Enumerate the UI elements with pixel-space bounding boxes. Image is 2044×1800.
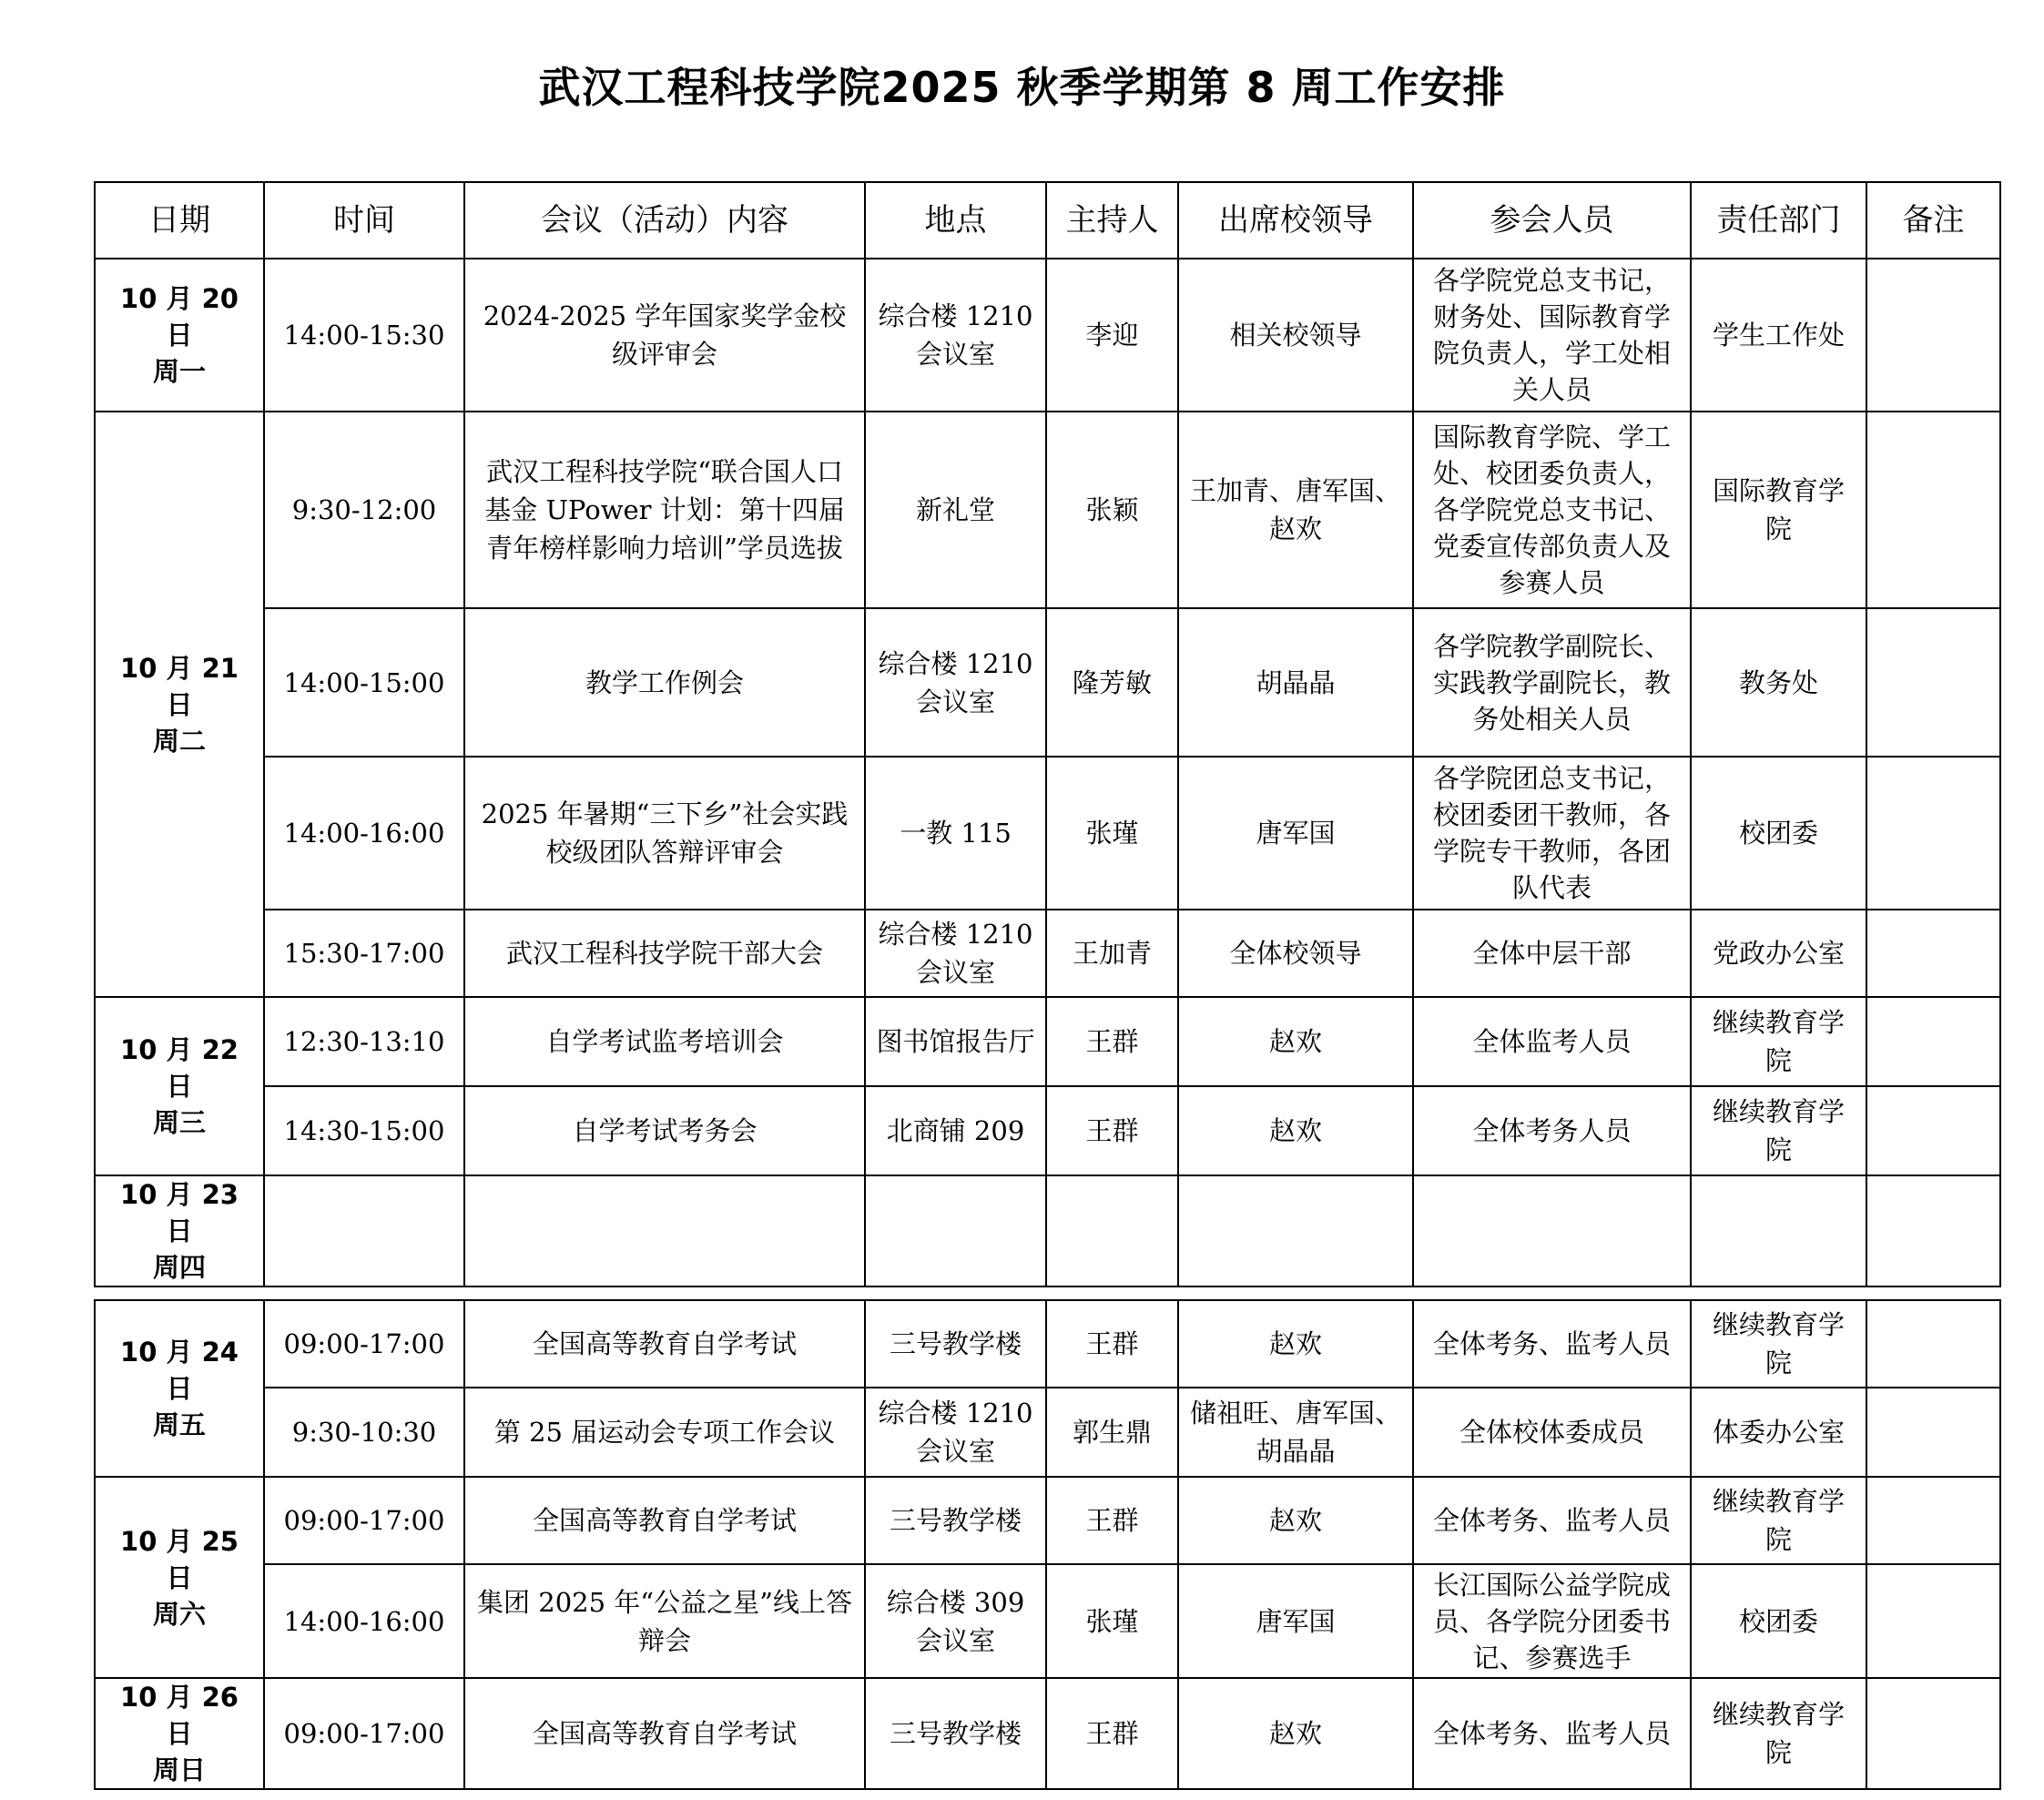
attendees-cell: 全体中层干部 bbox=[1413, 910, 1691, 997]
content-cell: 全国高等教育自学考试 bbox=[464, 1678, 865, 1789]
attendees-cell: 全体考务、监考人员 bbox=[1413, 1477, 1691, 1564]
weekday-text: 周一 bbox=[152, 356, 206, 387]
column-header: 日期 bbox=[95, 182, 264, 259]
note-cell bbox=[1866, 1086, 2000, 1175]
table-row bbox=[95, 910, 2000, 997]
place-cell: 综合楼 309 会议室 bbox=[865, 1564, 1046, 1678]
table-row bbox=[95, 1300, 2000, 1388]
dept-cell: 校团委 bbox=[1691, 757, 1866, 910]
table-row bbox=[95, 1086, 2000, 1175]
date-text: 10 月 20 日 bbox=[120, 283, 239, 351]
time-cell: 14:00-15:30 bbox=[264, 259, 464, 412]
schedule-table-part-1 bbox=[94, 181, 2001, 1287]
time-cell: 14:00-16:00 bbox=[264, 757, 464, 910]
leaders-cell: 赵欢 bbox=[1178, 1477, 1413, 1564]
column-header: 出席校领导 bbox=[1178, 182, 1413, 259]
date-text: 10 月 22 日 bbox=[120, 1034, 239, 1102]
leaders-cell: 赵欢 bbox=[1178, 1086, 1413, 1175]
content-cell: 第 25 届运动会专项工作会议 bbox=[464, 1388, 865, 1477]
table-row bbox=[95, 1388, 2000, 1477]
host-cell: 王群 bbox=[1046, 1300, 1178, 1388]
attendees-cell: 全体考务人员 bbox=[1413, 1086, 1691, 1175]
host-cell: 郭生鼎 bbox=[1046, 1388, 1178, 1477]
place-cell: 综合楼 1210 会议室 bbox=[865, 608, 1046, 757]
content-cell: 2025 年暑期“三下乡”社会实践校级团队答辩评审会 bbox=[464, 757, 865, 910]
leaders-cell: 赵欢 bbox=[1178, 1678, 1413, 1789]
leaders-cell: 赵欢 bbox=[1178, 997, 1413, 1086]
attendees-cell: 长江国际公益学院成员、各学院分团委书记、参赛选手 bbox=[1413, 1564, 1691, 1678]
place-cell: 综合楼 1210 会议室 bbox=[865, 1388, 1046, 1477]
table-row bbox=[95, 757, 2000, 910]
place-cell: 综合楼 1210 会议室 bbox=[865, 910, 1046, 997]
weekday-text: 周四 bbox=[152, 1252, 206, 1283]
time-cell: 14:00-16:00 bbox=[264, 1564, 464, 1678]
leaders-cell: 唐军国 bbox=[1178, 757, 1413, 910]
time-cell: 09:00-17:00 bbox=[264, 1678, 464, 1789]
time-cell: 12:30-13:10 bbox=[264, 997, 464, 1086]
column-header: 责任部门 bbox=[1691, 182, 1866, 259]
date-text: 10 月 25 日 bbox=[120, 1525, 239, 1593]
leaders-cell bbox=[1178, 1175, 1413, 1286]
weekday-text: 周六 bbox=[152, 1598, 206, 1630]
column-header: 会议（活动）内容 bbox=[464, 182, 865, 259]
table-row bbox=[95, 1678, 2000, 1789]
column-header: 地点 bbox=[865, 182, 1046, 259]
dept-cell: 国际教育学院 bbox=[1691, 412, 1866, 608]
place-cell: 一教 115 bbox=[865, 757, 1046, 910]
dept-cell: 教务处 bbox=[1691, 608, 1866, 757]
attendees-cell: 各学院团总支书记，校团委团干教师，各学院专干教师，各团队代表 bbox=[1413, 757, 1691, 910]
dept-cell: 校团委 bbox=[1691, 1564, 1866, 1678]
leaders-cell: 王加青、唐军国、赵欢 bbox=[1178, 412, 1413, 608]
column-header: 主持人 bbox=[1046, 182, 1178, 259]
attendees-cell bbox=[1413, 1175, 1691, 1286]
time-cell: 9:30-12:00 bbox=[264, 412, 464, 608]
leaders-cell: 胡晶晶 bbox=[1178, 608, 1413, 757]
note-cell bbox=[1866, 997, 2000, 1086]
leaders-cell: 储祖旺、唐军国、胡晶晶 bbox=[1178, 1388, 1413, 1477]
place-cell: 北商铺 209 bbox=[865, 1086, 1046, 1175]
schedule-table-part-2 bbox=[94, 1299, 2001, 1790]
note-cell bbox=[1866, 1175, 2000, 1286]
place-cell: 新礼堂 bbox=[865, 412, 1046, 608]
attendees-cell: 全体考务、监考人员 bbox=[1413, 1678, 1691, 1789]
note-cell bbox=[1866, 1564, 2000, 1678]
content-cell: 自学考试监考培训会 bbox=[464, 997, 865, 1086]
date-cell bbox=[95, 1300, 264, 1477]
dept-cell: 学生工作处 bbox=[1691, 259, 1866, 412]
note-cell bbox=[1866, 412, 2000, 608]
attendees-cell: 全体考务、监考人员 bbox=[1413, 1300, 1691, 1388]
column-header: 参会人员 bbox=[1413, 182, 1691, 259]
page-title: 武汉工程科技学院2025 秋季学期第 8 周工作安排 bbox=[538, 63, 1506, 112]
header-row bbox=[95, 182, 2000, 259]
content-cell: 全国高等教育自学考试 bbox=[464, 1477, 865, 1564]
leaders-cell: 相关校领导 bbox=[1178, 259, 1413, 412]
date-text: 10 月 21 日 bbox=[120, 652, 239, 720]
attendees-cell: 国际教育学院、学工处、校团委负责人，各学院党总支书记、党委宣传部负责人及参赛人员 bbox=[1413, 412, 1691, 608]
content-cell: 集团 2025 年“公益之星”线上答辩会 bbox=[464, 1564, 865, 1678]
dept-cell: 继续教育学院 bbox=[1691, 997, 1866, 1086]
time-cell: 09:00-17:00 bbox=[264, 1300, 464, 1388]
attendees-cell: 全体监考人员 bbox=[1413, 997, 1691, 1086]
content-cell bbox=[464, 1175, 865, 1286]
table-row bbox=[95, 1175, 2000, 1286]
leaders-cell: 全体校领导 bbox=[1178, 910, 1413, 997]
time-cell: 09:00-17:00 bbox=[264, 1477, 464, 1564]
host-cell bbox=[1046, 1175, 1178, 1286]
host-cell: 张瑾 bbox=[1046, 1564, 1178, 1678]
dept-cell: 继续教育学院 bbox=[1691, 1678, 1866, 1789]
note-cell bbox=[1866, 1477, 2000, 1564]
time-cell: 9:30-10:30 bbox=[264, 1388, 464, 1477]
weekday-text: 周五 bbox=[152, 1409, 206, 1440]
place-cell: 三号教学楼 bbox=[865, 1477, 1046, 1564]
table-row bbox=[95, 412, 2000, 608]
table-row bbox=[95, 1477, 2000, 1564]
place-cell: 三号教学楼 bbox=[865, 1678, 1046, 1789]
table-row bbox=[95, 1564, 2000, 1678]
date-cell bbox=[95, 1477, 264, 1678]
content-cell: 武汉工程科技学院干部大会 bbox=[464, 910, 865, 997]
time-cell: 14:00-15:00 bbox=[264, 608, 464, 757]
host-cell: 张颖 bbox=[1046, 412, 1178, 608]
leaders-cell: 赵欢 bbox=[1178, 1300, 1413, 1388]
date-cell bbox=[95, 997, 264, 1175]
host-cell: 王加青 bbox=[1046, 910, 1178, 997]
attendees-cell: 各学院教学副院长、实践教学副院长，教务处相关人员 bbox=[1413, 608, 1691, 757]
host-cell: 王群 bbox=[1046, 1086, 1178, 1175]
time-cell: 15:30-17:00 bbox=[264, 910, 464, 997]
column-header: 时间 bbox=[264, 182, 464, 259]
column-header: 备注 bbox=[1866, 182, 2000, 259]
date-text: 10 月 23 日 bbox=[120, 1179, 239, 1246]
weekday-text: 周日 bbox=[152, 1754, 206, 1785]
content-cell: 全国高等教育自学考试 bbox=[464, 1300, 865, 1388]
note-cell bbox=[1866, 910, 2000, 997]
host-cell: 王群 bbox=[1046, 1477, 1178, 1564]
time-cell: 14:30-15:00 bbox=[264, 1086, 464, 1175]
host-cell: 李迎 bbox=[1046, 259, 1178, 412]
note-cell bbox=[1866, 608, 2000, 757]
host-cell: 张瑾 bbox=[1046, 757, 1178, 910]
date-cell bbox=[95, 1678, 264, 1789]
date-cell bbox=[95, 1175, 264, 1286]
table-row bbox=[95, 608, 2000, 757]
dept-cell: 继续教育学院 bbox=[1691, 1477, 1866, 1564]
weekday-text: 周二 bbox=[152, 725, 206, 757]
date-cell bbox=[95, 412, 264, 997]
attendees-cell: 全体校体委成员 bbox=[1413, 1388, 1691, 1477]
note-cell bbox=[1866, 1388, 2000, 1477]
place-cell: 图书馆报告厅 bbox=[865, 997, 1046, 1086]
note-cell bbox=[1866, 1300, 2000, 1388]
dept-cell: 党政办公室 bbox=[1691, 910, 1866, 997]
place-cell: 综合楼 1210 会议室 bbox=[865, 259, 1046, 412]
table-row bbox=[95, 997, 2000, 1086]
host-cell: 王群 bbox=[1046, 1678, 1178, 1789]
dept-cell: 继续教育学院 bbox=[1691, 1300, 1866, 1388]
dept-cell: 继续教育学院 bbox=[1691, 1086, 1866, 1175]
content-cell: 自学考试考务会 bbox=[464, 1086, 865, 1175]
note-cell bbox=[1866, 1678, 2000, 1789]
content-cell: 2024-2025 学年国家奖学金校级评审会 bbox=[464, 259, 865, 412]
host-cell: 隆芳敏 bbox=[1046, 608, 1178, 757]
note-cell bbox=[1866, 757, 2000, 910]
table-row bbox=[95, 259, 2000, 412]
weekday-text: 周三 bbox=[152, 1107, 206, 1138]
leaders-cell: 唐军国 bbox=[1178, 1564, 1413, 1678]
note-cell bbox=[1866, 259, 2000, 412]
date-cell bbox=[95, 259, 264, 412]
dept-cell bbox=[1691, 1175, 1866, 1286]
host-cell: 王群 bbox=[1046, 997, 1178, 1086]
date-text: 10 月 24 日 bbox=[120, 1337, 239, 1404]
time-cell bbox=[264, 1175, 464, 1286]
content-cell: 教学工作例会 bbox=[464, 608, 865, 757]
place-cell bbox=[865, 1175, 1046, 1286]
place-cell: 三号教学楼 bbox=[865, 1300, 1046, 1388]
dept-cell: 体委办公室 bbox=[1691, 1388, 1866, 1477]
content-cell: 武汉工程科技学院“联合国人口基金 UPower 计划：第十四届青年榜样影响力培训”学员选拔 bbox=[464, 412, 865, 608]
attendees-cell: 各学院党总支书记，财务处、国际教育学院负责人，学工处相关人员 bbox=[1413, 259, 1691, 412]
date-text: 10 月 26 日 bbox=[120, 1682, 239, 1749]
